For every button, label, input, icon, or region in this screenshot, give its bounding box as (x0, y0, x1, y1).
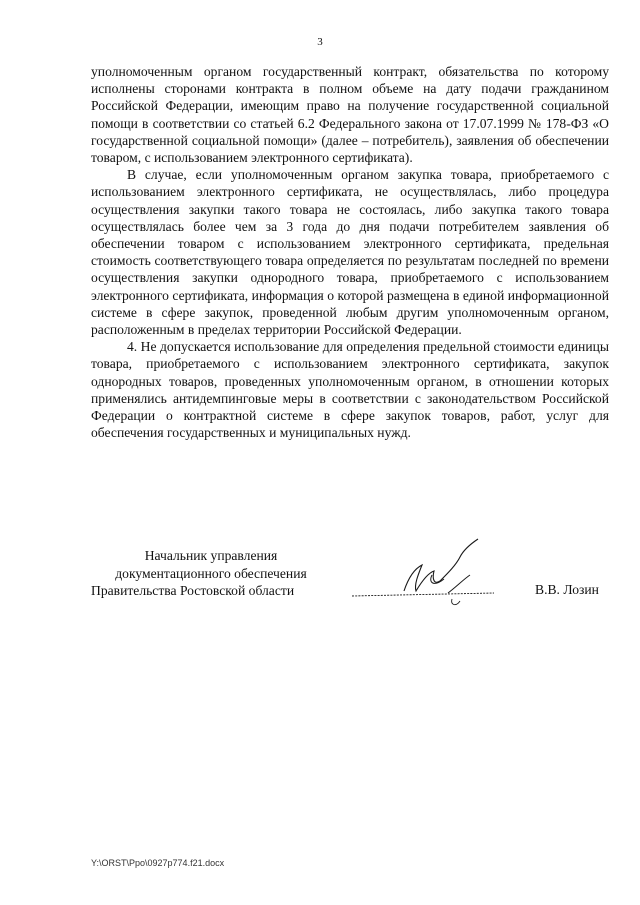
signature-stroke-loop (431, 575, 470, 593)
paragraph-item-4: 4. Не допускается использование для определения предельной стоимости единицы товара, приобретаемого с использованием электронного сертификата, закупок однородных товаров, проведенных уполномоченным органом, в отношении которых применялись антидемпинговые меры в соответствии с законодательством Российской Федерации о контрактной системе в сфере закупок товаров, работ, услуг для обеспечения государственных и муниципальных нужд. (91, 339, 609, 441)
handwritten-signature (344, 535, 504, 615)
signature-stroke-tail (452, 599, 460, 605)
file-path-footer: Y:\ORST\Ppo\0927p774.f21.docx (91, 858, 225, 868)
paragraph-limit-price: В случае, если уполномоченным органом закупка товара, приобретаемого с использованием электронного сертификата, не осуществлялась, либо процедура осуществления закупки такого товара не состоялась, либо закупка такого товара осуществлялась более чем за 3 года до дня подачи потребителем заявления об обеспечении товаром с использованием электронного сертификата, предельная стоимость соответствующего товара определяется по результатам последней по времени осуществления закупки однородного товара, приобретаемого с использованием электронного сертификата, информация о которой размещена в единой информационной системе в сфере закупок, проведенной любым другим уполномоченным органом, расположенным в пределах территории Российской Федерации. (91, 167, 609, 338)
signatory-title-line: Правительства Ростовской области (91, 583, 295, 598)
signatory-title (91, 547, 331, 600)
paragraph-continuation: уполномоченным органом государственный контракт, обязательства по которому исполнены сторонами контракта в полном объеме на дату подачи гражданином Российской Федерации, имеющим право на получение государственной социальной помощи в соответствии со статьей 6.2 Федерального закона от 17.07.1999 № 178-ФЗ «О государственной социальной помощи» (далее – потребитель), заявления об обеспечении товаром, с использованием электронного сертификата). (91, 64, 609, 166)
signature-stroke-main (404, 539, 478, 591)
signatory-title-line: документационного обеспечения (115, 565, 307, 581)
signature-underline (352, 593, 494, 596)
page-number: 3 (317, 36, 323, 48)
signatory-name: В.В. Лозин (535, 582, 599, 597)
document-body (91, 63, 609, 441)
signatory-title-line: Начальник управления (144, 548, 278, 563)
